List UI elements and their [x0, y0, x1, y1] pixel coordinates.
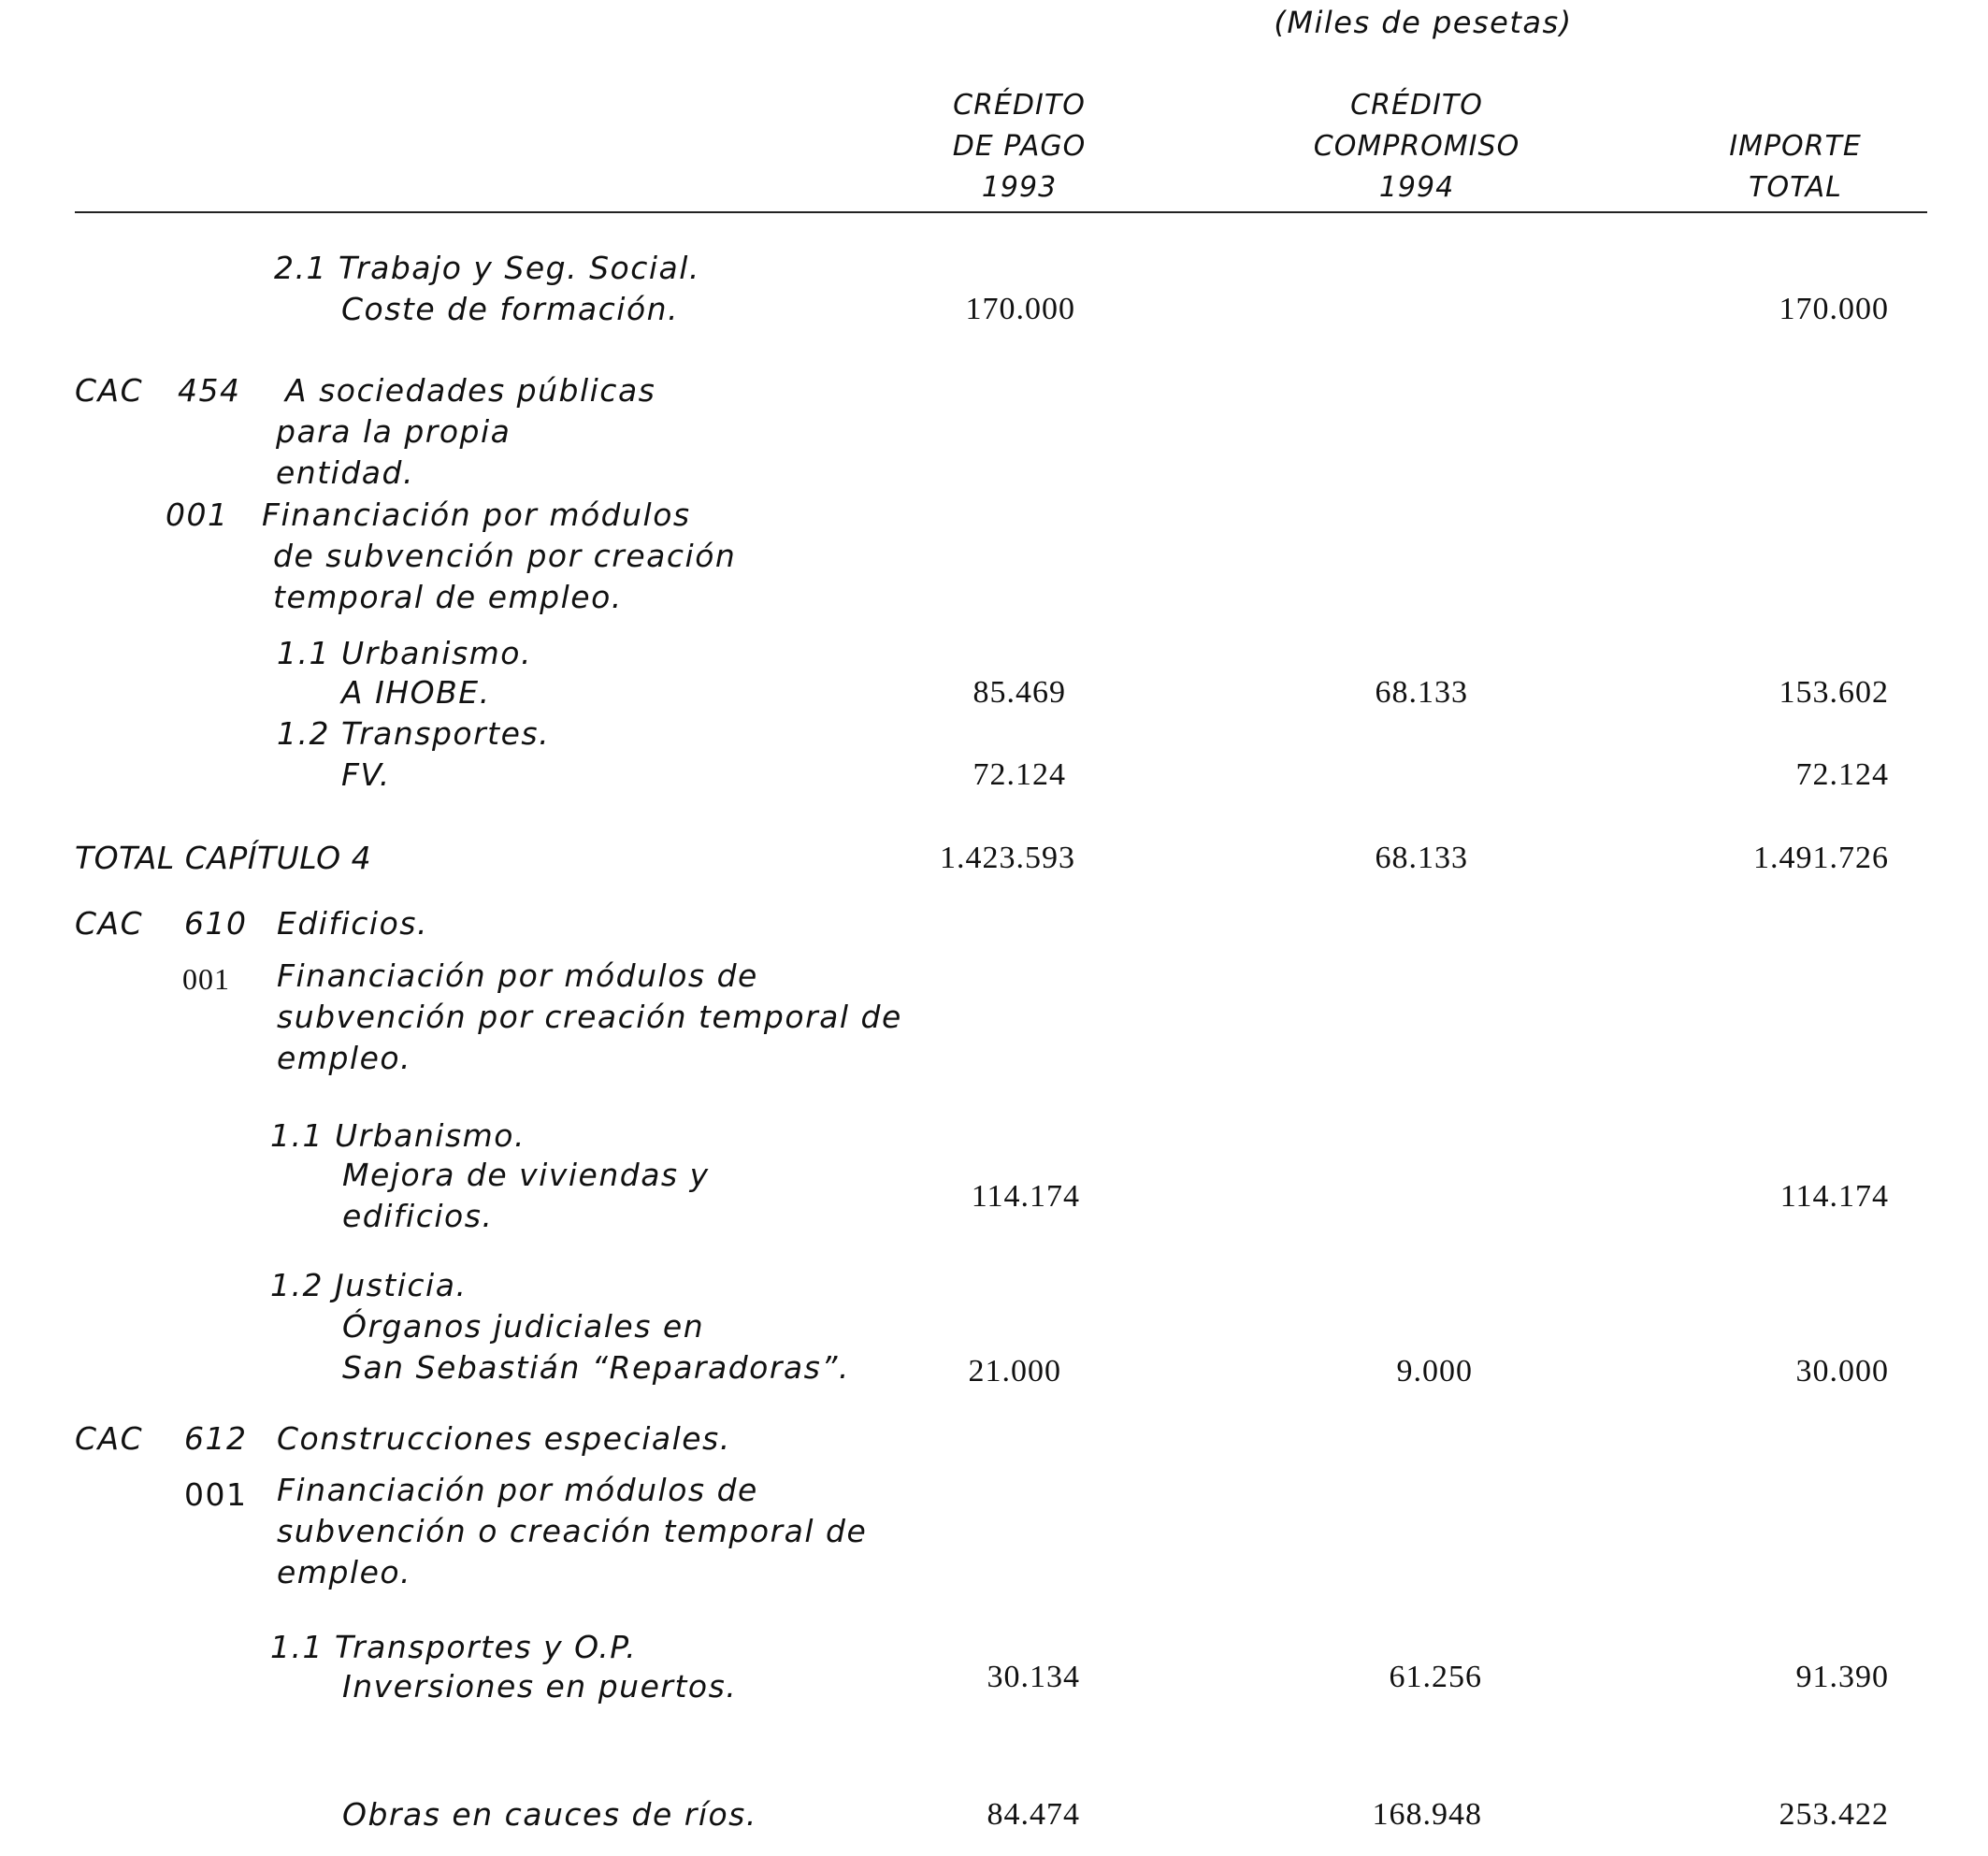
item-1-1-transportes-op: 1.1 Transportes y O.P.: [270, 1629, 638, 1665]
item-1-1-urbanismo-edificios: 1.1 Urbanismo.: [270, 1117, 526, 1154]
cac-612-subcode: 001: [184, 1476, 248, 1513]
cac-454-label: CAC: [75, 372, 144, 409]
item-1-1-mejora-1: Mejora de viviendas y: [342, 1157, 710, 1193]
cac-454-subcode: 001: [166, 496, 229, 533]
cac-610-title: Edificios.: [277, 905, 428, 942]
col-header-importe-total-1: IMPORTE: [1729, 130, 1862, 163]
total-capitulo-4-total: 1.491.726: [1753, 841, 1889, 875]
col-header-credito-pago-1: CRÉDITO: [953, 89, 1086, 122]
obras-rios-label: Obras en cauces de ríos.: [342, 1796, 757, 1833]
item-1-1-urbanismo: 1.1 Urbanismo.: [277, 635, 532, 671]
item-1-1-total: 153.602: [1779, 675, 1889, 710]
cac-454-title-3: entidad.: [276, 454, 414, 491]
total-capitulo-4-pago: 1.423.593: [940, 841, 1075, 875]
cac-610-subtitle-3: empleo.: [277, 1040, 412, 1076]
item-1-2-justicia-compromiso: 9.000: [1396, 1354, 1473, 1388]
cac-612-code: 612: [184, 1420, 248, 1457]
item-1-1-puertos-compromiso: 61.256: [1389, 1660, 1482, 1694]
item-1-1-mejora-total: 114.174: [1779, 1179, 1889, 1214]
cac-610-subcode: 001: [182, 962, 230, 996]
item-1-2-organos: Órganos judiciales en: [342, 1308, 705, 1345]
item-2-1-subtitle: Coste de formación.: [341, 291, 680, 327]
item-1-1-mejora-2: edificios.: [342, 1198, 494, 1234]
units-note: (Miles de pesetas): [1274, 5, 1573, 40]
col-header-credito-pago-3: 1993: [981, 171, 1058, 204]
cac-612-subtitle-3: empleo.: [277, 1554, 412, 1590]
header-rule: [75, 211, 1927, 213]
cac-454-code: 454: [178, 372, 241, 409]
col-header-credito-compromiso-3: 1994: [1378, 171, 1455, 204]
item-1-2-justicia-pago: 21.000: [968, 1354, 1061, 1388]
item-1-2-san-sebastian: San Sebastián “Reparadoras”.: [342, 1349, 850, 1386]
item-1-1-ihobe: A IHOBE.: [341, 674, 491, 711]
col-header-credito-compromiso-2: COMPROMISO: [1313, 130, 1520, 163]
item-1-2-justicia-total: 30.000: [1795, 1354, 1889, 1388]
obras-rios-compromiso: 168.948: [1372, 1797, 1482, 1832]
cac-612-title: Construcciones especiales.: [277, 1420, 731, 1457]
item-1-1-mejora-pago: 114.174: [971, 1179, 1080, 1214]
col-header-credito-compromiso-1: CRÉDITO: [1350, 89, 1483, 122]
item-1-1-compromiso: 68.133: [1375, 675, 1468, 710]
cac-454-subtitle-1: Financiación por módulos: [262, 496, 691, 533]
cac-610-subtitle-1: Financiación por módulos de: [277, 957, 758, 994]
obras-rios-total: 253.422: [1779, 1797, 1889, 1832]
obras-rios-pago: 84.474: [987, 1797, 1080, 1832]
total-capitulo-4-label: TOTAL CAPÍTULO 4: [75, 840, 372, 876]
item-2-1-total: 170.000: [1779, 292, 1889, 326]
total-capitulo-4-compromiso: 68.133: [1375, 841, 1468, 875]
cac-610-label: CAC: [75, 905, 144, 942]
item-1-2-total: 72.124: [1795, 757, 1889, 792]
cac-610-subtitle-2: subvención por creación temporal de: [277, 999, 902, 1035]
item-1-1-puertos-total: 91.390: [1795, 1660, 1889, 1694]
cac-454-title-2: para la propia: [276, 413, 511, 450]
cac-454-subtitle-2: de subvención por creación: [273, 538, 737, 574]
item-1-2-justicia: 1.2 Justicia.: [270, 1267, 468, 1303]
cac-612-subtitle-2: subvención o creación temporal de: [277, 1513, 868, 1549]
cac-610-code: 610: [184, 905, 248, 942]
col-header-credito-pago-2: DE PAGO: [952, 130, 1087, 163]
item-2-1-pago: 170.000: [965, 292, 1075, 326]
item-2-1-title: 2.1 Trabajo y Seg. Social.: [274, 250, 700, 286]
item-1-1-puertos-pago: 30.134: [987, 1660, 1080, 1694]
cac-454-subtitle-3: temporal de empleo.: [273, 579, 623, 615]
item-1-1-inversiones-puertos: Inversiones en puertos.: [342, 1668, 738, 1705]
col-header-importe-total-2: TOTAL: [1749, 171, 1842, 204]
cac-612-subtitle-1: Financiación por módulos de: [277, 1472, 758, 1508]
cac-454-title-1: A sociedades públicas: [285, 372, 656, 409]
item-1-2-pago: 72.124: [972, 757, 1066, 792]
item-1-2-transportes: 1.2 Transportes.: [277, 715, 551, 752]
cac-612-label: CAC: [75, 1420, 144, 1457]
item-1-1-pago: 85.469: [972, 675, 1066, 710]
item-1-2-fv: FV.: [341, 756, 391, 793]
